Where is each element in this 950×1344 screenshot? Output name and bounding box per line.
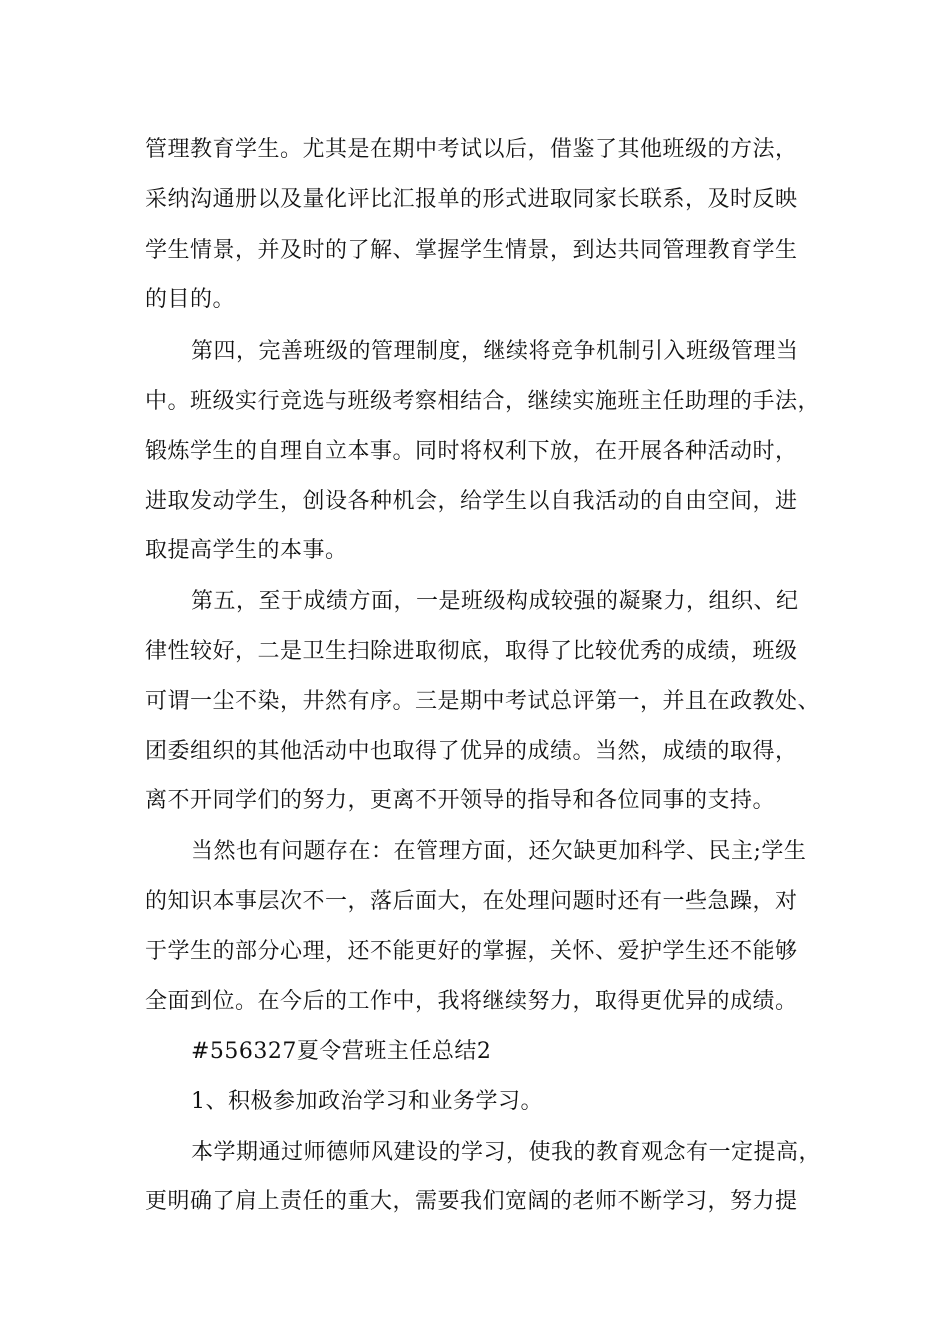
- text-line: 离不开同学们的努力，更离不开领导的指导和各位同事的支持。: [145, 788, 776, 813]
- paragraph-start-line: 第五，至于成绩方面，一是班级构成较强的凝聚力，组织、纪: [191, 589, 799, 614]
- paragraph-start-line: 第四，完善班级的管理制度，继续将竞争机制引入班级管理当: [191, 339, 799, 364]
- text-line: 中。班级实行竞选与班级考察相结合，继续实施班主任助理的手法，: [145, 389, 821, 414]
- text-line: 采纳沟通册以及量化评比汇报单的形式进取同家长联系，及时反映: [145, 187, 798, 212]
- text-line: 全面到位。在今后的工作中，我将继续努力，取得更优异的成绩。: [145, 989, 798, 1014]
- text-line: 团委组织的其他活动中也取得了优异的成绩。当然，成绩的取得，: [145, 739, 798, 764]
- paragraph-start-line: 当然也有问题存在：在管理方面，还欠缺更加科学、民主;学生: [191, 839, 807, 864]
- text-line: 进取发动学生，创设各种机会，给学生以自我活动的自由空间，进: [145, 489, 798, 514]
- text-line: 管理教育学生。尤其是在期中考试以后，借鉴了其他班级的方法，: [145, 137, 798, 162]
- subheading-item: 1、积极参加政治学习和业务学习。: [191, 1089, 543, 1114]
- text-line: 的目的。: [145, 287, 236, 312]
- text-line: 的知识本事层次不一，落后面大，在处理问题时还有一些急躁，对: [145, 889, 798, 914]
- text-line: 可谓一尘不染，井然有序。三是期中考试总评第一，并且在政教处、: [145, 689, 821, 714]
- text-line: 锻炼学生的自理自立本事。同时将权利下放，在开展各种活动时，: [145, 439, 798, 464]
- section-heading: #556327夏令营班主任总结2: [191, 1039, 492, 1064]
- text-line: 取提高学生的本事。: [145, 538, 348, 563]
- text-line: 学生情景，并及时的了解、掌握学生情景，到达共同管理教育学生: [145, 238, 798, 263]
- text-line: 更明确了肩上责任的重大，需要我们宽阔的老师不断学习，努力提: [145, 1189, 798, 1214]
- text-line: 律性较好，二是卫生扫除进取彻底，取得了比较优秀的成绩，班级: [145, 639, 798, 664]
- paragraph-start-line: 本学期通过师德师风建设的学习，使我的教育观念有一定提高，: [191, 1140, 822, 1165]
- text-line: 于学生的部分心理，还不能更好的掌握，关怀、爱护学生还不能够: [145, 939, 798, 964]
